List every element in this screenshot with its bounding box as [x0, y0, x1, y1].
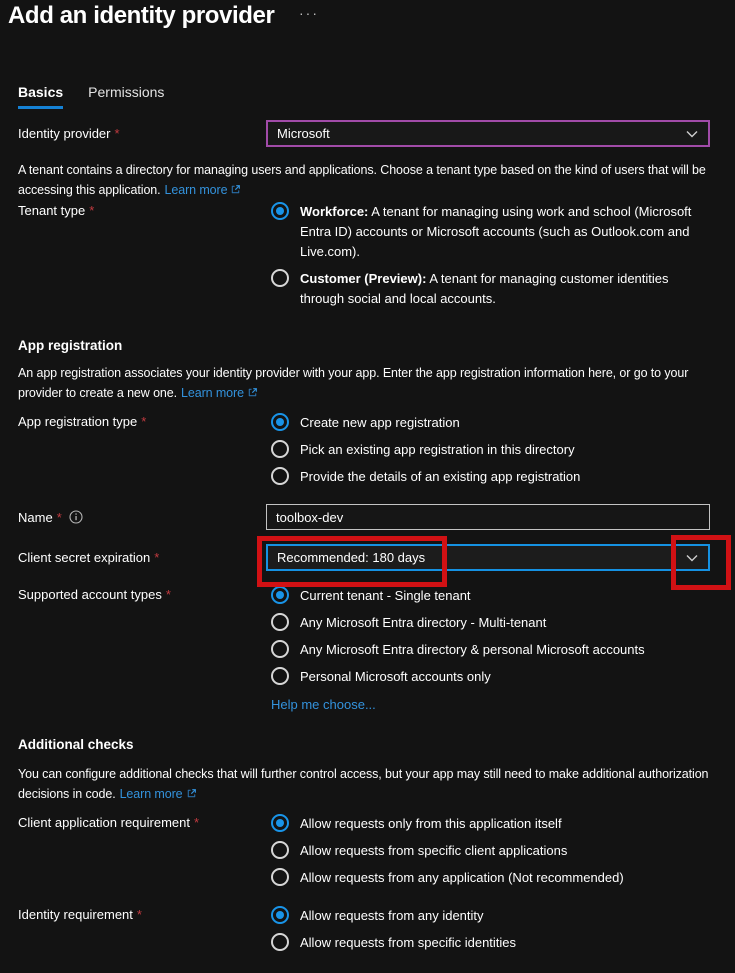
radio-option-label: Create new app registration — [300, 415, 460, 430]
required-asterisk: * — [193, 815, 200, 830]
help-me-choose-link[interactable]: Help me choose... — [271, 697, 376, 712]
radio-unselected-icon[interactable] — [271, 467, 289, 485]
identity-requirement-label: Identity requirement * — [18, 907, 142, 922]
required-asterisk: * — [141, 414, 147, 429]
required-asterisk: * — [154, 550, 160, 565]
required-asterisk: * — [165, 587, 171, 602]
tenant-learn-more-link[interactable]: Learn more — [165, 183, 242, 197]
app-registration-heading: App registration — [18, 338, 123, 353]
radio-option-label: Current tenant - Single tenant — [300, 588, 471, 603]
external-link-icon — [186, 788, 197, 799]
radio-option-label: Pick an existing app registration in this directory — [300, 442, 575, 457]
name-label: Name * — [18, 504, 266, 530]
radio-selected-icon[interactable] — [271, 906, 289, 924]
radio-unselected-icon[interactable] — [271, 667, 289, 685]
radio-unselected-icon[interactable] — [271, 868, 289, 886]
radio-unselected-icon[interactable] — [271, 613, 289, 631]
tenant-type-label: Tenant type * — [18, 203, 95, 218]
radio-option-customer[interactable] — [271, 268, 710, 309]
annotation-box-value — [257, 536, 447, 587]
radio-option-label: Allow requests from any identity — [300, 908, 484, 923]
radio-option-label: Any Microsoft Entra directory - Multi-tenant — [300, 615, 547, 630]
required-asterisk: * — [114, 126, 120, 141]
required-asterisk: * — [89, 203, 95, 218]
tab-basics[interactable]: Basics — [18, 84, 63, 109]
external-link-icon — [247, 387, 258, 398]
radio-selected-icon[interactable] — [271, 202, 289, 220]
radio-option-multi-tenant-personal[interactable] — [271, 639, 710, 660]
required-asterisk: * — [56, 510, 62, 525]
external-link-icon — [230, 184, 241, 195]
client-application-requirement-row — [18, 813, 717, 894]
radio-option-specific-identities[interactable] — [271, 932, 710, 953]
info-icon[interactable] — [69, 510, 83, 524]
radio-option-create-new[interactable] — [271, 412, 710, 433]
additional-checks-description: You can configure additional checks that will further control access, but your app may still need to make additional authorization decisions in code. Learn more — [18, 767, 709, 801]
radio-option-any-application[interactable] — [271, 867, 710, 888]
identity-provider-dropdown[interactable] — [266, 120, 710, 147]
tab-bar — [18, 84, 164, 109]
radio-option-provide-details[interactable] — [271, 466, 710, 487]
identity-provider-label: Identity provider * — [18, 126, 120, 141]
radio-unselected-icon[interactable] — [271, 269, 289, 287]
required-asterisk: * — [136, 907, 142, 922]
radio-unselected-icon[interactable] — [271, 841, 289, 859]
additional-checks-heading: Additional checks — [18, 737, 134, 752]
client-application-requirement-label: Client application requirement * — [18, 815, 200, 830]
radio-option-workforce[interactable] — [271, 201, 710, 262]
radio-selected-icon[interactable] — [271, 413, 289, 431]
app-registration-learn-more-link[interactable]: Learn more — [181, 386, 258, 400]
radio-option-label: Allow requests from specific identities — [300, 935, 517, 950]
app-registration-type-row — [18, 412, 717, 493]
radio-option-label: Personal Microsoft accounts only — [300, 669, 491, 684]
identity-requirement-row — [18, 905, 717, 959]
name-row — [18, 504, 717, 530]
supported-account-types-label: Supported account types * — [18, 587, 171, 602]
radio-option-single-tenant[interactable] — [271, 585, 710, 606]
client-secret-expiration-value: Recommended: 180 days — [277, 550, 426, 565]
radio-option-specific-client-apps[interactable] — [271, 840, 710, 861]
page-title: Add an identity provider — [8, 2, 275, 29]
identity-provider-row — [18, 120, 717, 147]
client-secret-expiration-label: Client secret expiration * — [18, 550, 160, 565]
radio-option-label: Customer (Preview): A tenant for managing customer identities through social and local accounts. — [300, 271, 669, 306]
radio-option-label: Provide the details of an existing app registration — [300, 469, 581, 484]
supported-account-types-row — [18, 585, 717, 714]
client-secret-expiration-row — [18, 544, 717, 571]
radio-option-label: Allow requests from any application (Not recommended) — [300, 870, 624, 885]
radio-option-label: Any Microsoft Entra directory & personal Microsoft accounts — [300, 642, 645, 657]
tenant-type-radio-group — [266, 201, 710, 309]
radio-option-any-identity[interactable] — [271, 905, 710, 926]
radio-option-multi-tenant[interactable] — [271, 612, 710, 633]
radio-option-label: Allow requests from specific client applications — [300, 843, 568, 858]
more-options-button[interactable]: ··· — [299, 5, 319, 21]
identity-provider-value: Microsoft — [277, 126, 330, 141]
annotation-box-chevron — [671, 535, 731, 590]
radio-unselected-icon[interactable] — [271, 440, 289, 458]
identity-requirement-radio-group — [266, 905, 710, 953]
app-registration-type-radio-group — [266, 412, 710, 487]
additional-checks-learn-more-link[interactable]: Learn more — [120, 787, 197, 801]
app-registration-description: An app registration associates your identity provider with your app. Enter the app registration information here, or go to your provider to create a new one. Learn more — [18, 366, 689, 400]
radio-option-label: Workforce: A tenant for managing using work and school (Microsoft Entra ID) accounts or Microsoft accounts (such as Outlook.com and Live.com). — [300, 204, 692, 259]
radio-selected-icon[interactable] — [271, 814, 289, 832]
radio-option-label: Allow requests only from this application itself — [300, 816, 562, 831]
name-input[interactable] — [266, 504, 710, 530]
radio-selected-icon[interactable] — [271, 586, 289, 604]
radio-option-only-this-app[interactable] — [271, 813, 710, 834]
radio-unselected-icon[interactable] — [271, 933, 289, 951]
chevron-down-icon — [686, 130, 698, 138]
tenant-type-row — [18, 201, 717, 315]
radio-option-personal-only[interactable] — [271, 666, 710, 687]
app-registration-type-label: App registration type * — [18, 414, 147, 429]
radio-unselected-icon[interactable] — [271, 640, 289, 658]
supported-account-types-radio-group — [266, 585, 710, 687]
radio-option-pick-existing[interactable] — [271, 439, 710, 460]
client-application-requirement-radio-group — [266, 813, 710, 888]
tenant-description: A tenant contains a directory for managing users and applications. Choose a tenant type based on the kind of users that will be accessing this application. Learn more — [18, 163, 706, 197]
tab-permissions[interactable]: Permissions — [88, 84, 165, 100]
